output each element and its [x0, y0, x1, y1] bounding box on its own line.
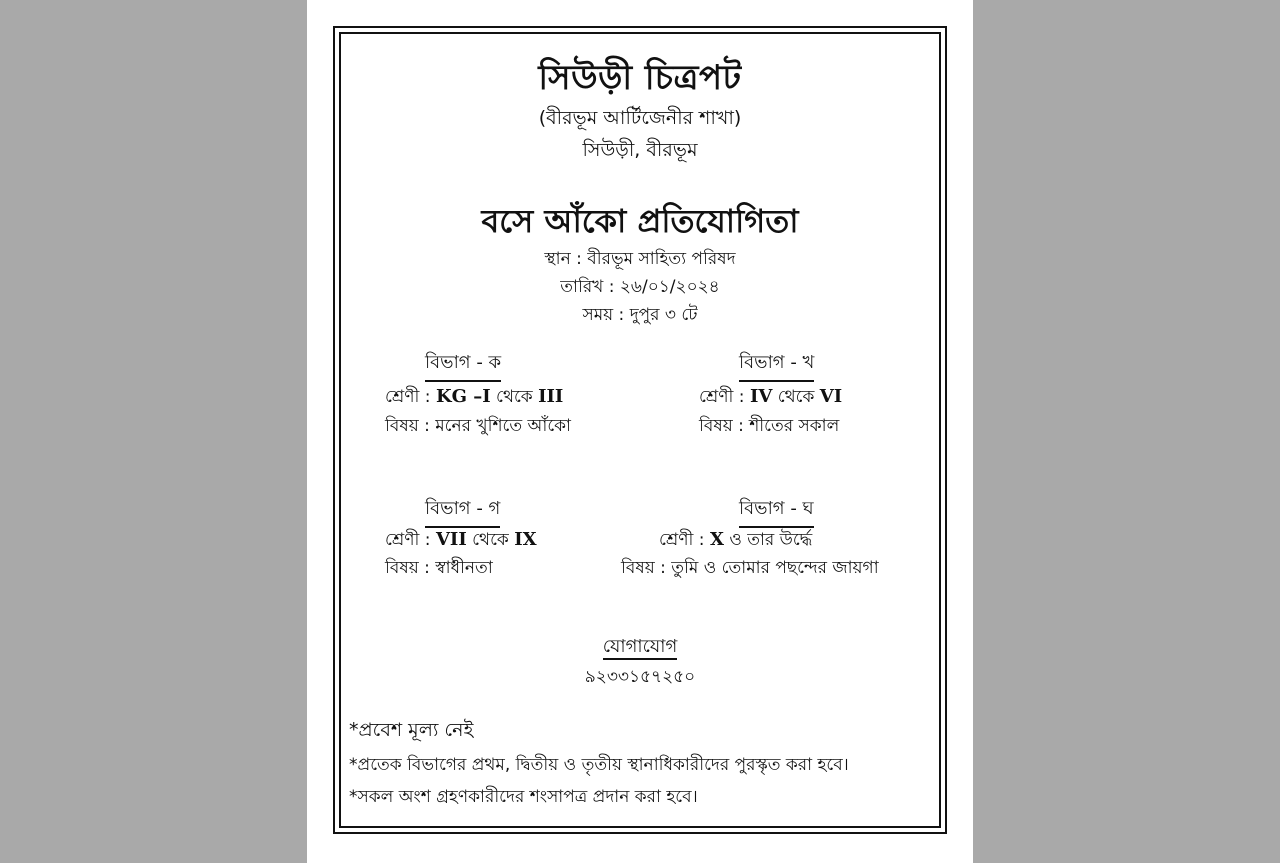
division-d-class: শ্রেণী : X ও তার উর্দ্ধে — [659, 529, 813, 550]
division-b-subject: বিষয় : শীতের সকাল — [699, 416, 840, 436]
division-d-subject: বিষয় : তুমি ও তোমার পছন্দের জায়গা — [621, 558, 879, 578]
contact-block — [341, 632, 939, 663]
division-b-class: শ্রেণী : IV থেকে VI — [699, 386, 843, 407]
contact-heading: যোগাযোগ — [603, 636, 678, 660]
division-a-heading: বিভাগ - ক — [425, 348, 501, 382]
contact-phone: ৯২৩৩১৫৭২৫০ — [584, 667, 696, 687]
event-date: তারিখ : ২৬/০১/২০২৪ — [560, 277, 720, 297]
note-prizes: *প্রতেক বিভাগের প্রথম, দ্বিতীয় ও তৃতীয় স্থানাধিকারীদের পুরস্কৃত করা হবে। — [349, 755, 849, 775]
division-b-heading: বিভাগ - খ — [739, 348, 814, 382]
division-a-subject: বিষয় : মনের খুশিতে আঁকো — [385, 416, 571, 436]
note-certificates: *সকল অংশ গ্রহণকারীদের শংসাপত্র প্রদান করা হবে। — [349, 787, 698, 807]
inner-border — [339, 32, 941, 828]
document-page — [307, 0, 973, 863]
organization-name: সিউড়ী চিত্রপট — [538, 58, 742, 98]
division-c-subject: বিষয় : স্বাধীনতা — [385, 558, 493, 578]
outer-border — [333, 26, 947, 834]
event-title: বসে আঁকো প্রতিযোগিতা — [481, 202, 799, 240]
note-entry-fee: *প্রবেশ মূল্য নেই — [349, 719, 474, 741]
division-a-class: শ্রেণী : KG –I থেকে III — [385, 386, 564, 407]
event-venue: স্থান : বীরভূম সাহিত্য পরিষদ — [544, 249, 736, 269]
division-d-heading: বিভাগ - ঘ — [739, 494, 814, 528]
division-c-class: শ্রেণী : VII থেকে IX — [385, 529, 537, 550]
division-c-heading: বিভাগ - গ — [425, 494, 500, 528]
event-time: সময় : দুপুর ৩ টে — [582, 305, 698, 325]
organization-location: সিউড়ী, বীরভূম — [582, 139, 698, 161]
organization-branch: (বীরভূম আর্টিজেনীর শাখা) — [538, 107, 742, 129]
